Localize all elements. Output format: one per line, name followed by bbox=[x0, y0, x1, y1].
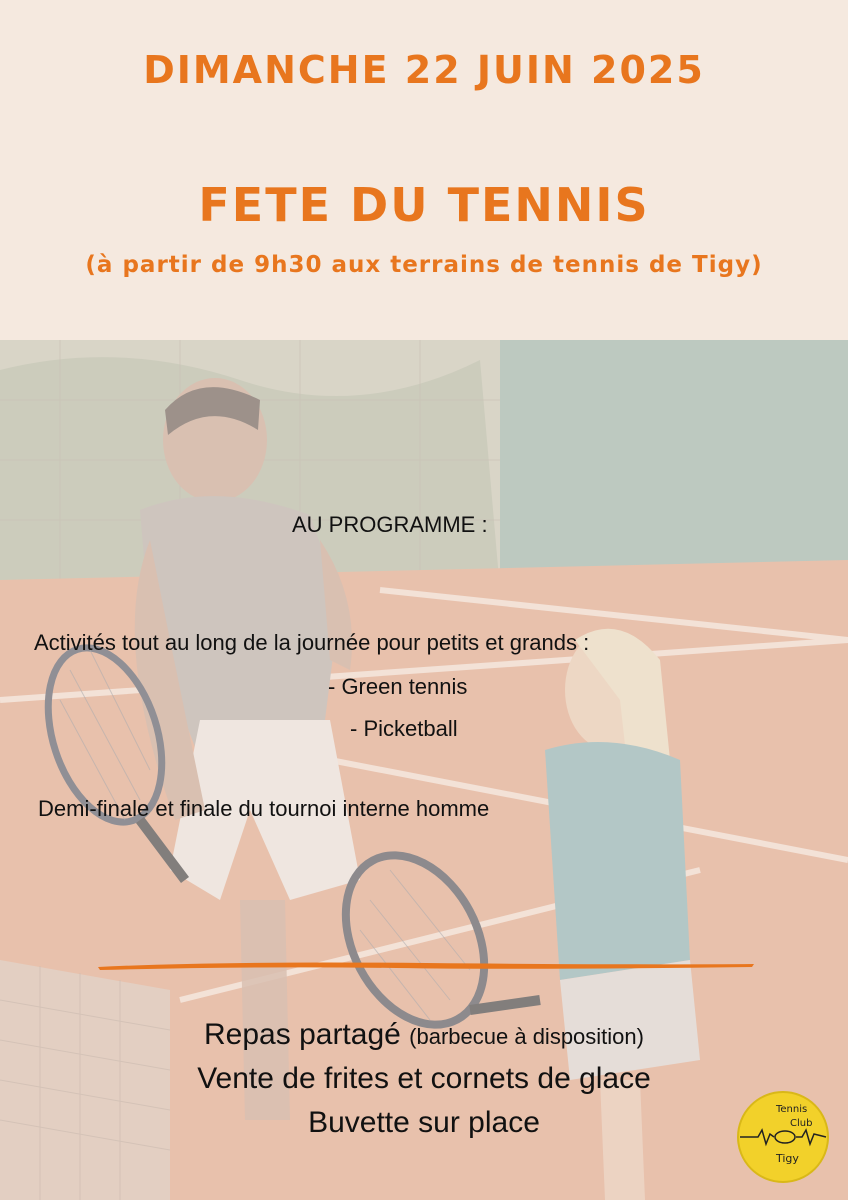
meal-note: (barbecue à disposition) bbox=[409, 1024, 644, 1049]
meal-line bbox=[0, 1018, 848, 1052]
tournament-info: Demi-finale et finale du tournoi interne homme bbox=[38, 796, 490, 821]
bar-line: Buvette sur place bbox=[308, 1106, 540, 1139]
tennis-club-logo bbox=[736, 1090, 830, 1184]
event-subtitle: (à partir de 9h30 aux terrains de tennis de Tigy) bbox=[85, 252, 763, 278]
activity-item: - Green tennis bbox=[328, 674, 468, 699]
event-title: FETE DU TENNIS bbox=[198, 178, 650, 232]
event-date: DIMANCHE 22 JUIN 2025 bbox=[143, 48, 705, 92]
logo-text-1: Tennis bbox=[776, 1104, 808, 1115]
fries-line: Vente de frites et cornets de glace bbox=[197, 1062, 651, 1095]
logo-text-2: Club bbox=[790, 1118, 813, 1129]
logo-text-3: Tigy bbox=[776, 1152, 799, 1165]
meal-main: Repas partagé bbox=[204, 1018, 401, 1051]
activities-intro: Activités tout au long de la journée pour petits et grands : bbox=[34, 630, 590, 655]
program-heading: AU PROGRAMME : bbox=[292, 512, 488, 537]
brush-divider bbox=[96, 958, 756, 972]
activity-item: - Picketball bbox=[350, 716, 458, 741]
